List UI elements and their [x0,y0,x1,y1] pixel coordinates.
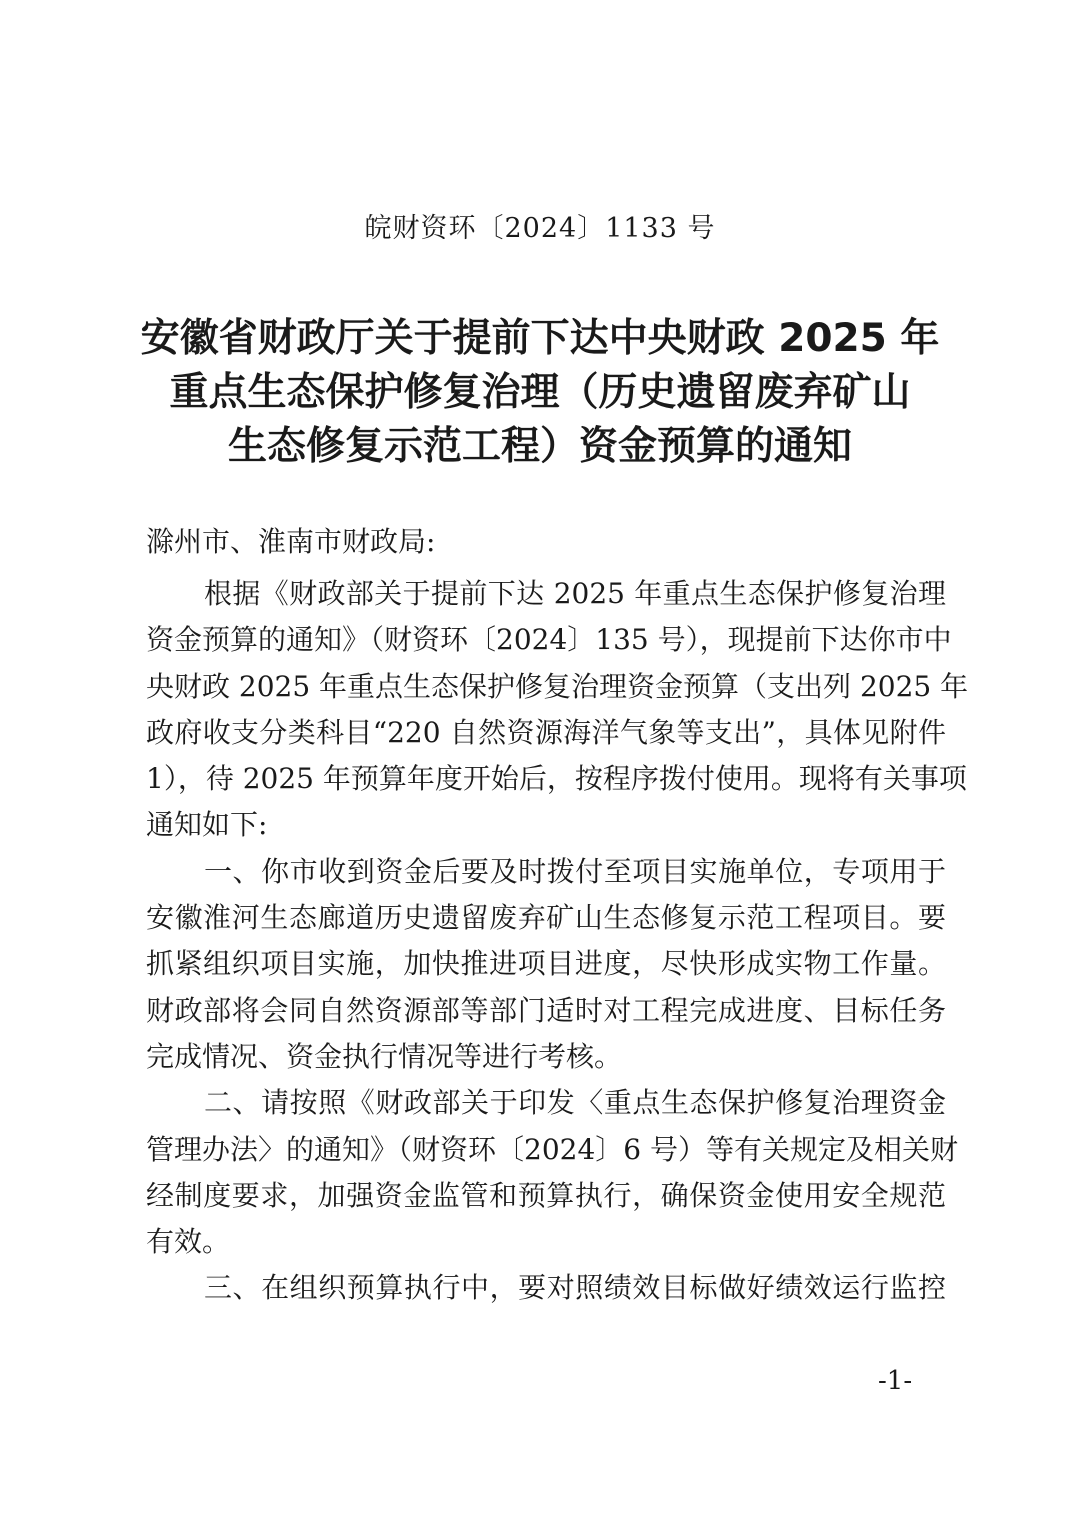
body-line: 政府收支分类科目“220 自然资源海洋气象等支出”，具体见附件 [146,715,946,749]
body-line: 三、在组织预算执行中，要对照绩效目标做好绩效运行监控 [204,1271,946,1305]
body-line: 安徽淮河生态廊道历史遗留废弃矿山生态修复示范工程项目。要 [146,901,946,935]
body-line: 通知如下: [146,808,268,842]
title-line: 安徽省财政厅关于提前下达中央财政 2025 年 [140,316,940,361]
body-line: 经制度要求，加强资金监管和预算执行，确保资金使用安全规范 [146,1178,946,1212]
title-line: 重点生态保护修复治理（历史遗留废弃矿山 [169,370,911,415]
body-line: 1），待 2025 年预算年度开始后，按程序拨付使用。现将有关事项 [146,762,967,796]
title-line: 生态修复示范工程）资金预算的通知 [227,424,852,469]
body-line: 资金预算的通知》（财资环〔2024〕135 号），现提前下达你市中 [146,623,952,657]
page-number: -1- [878,1366,913,1396]
document-title [60,312,1020,474]
document-number: 皖财资环〔2024〕1133 号 [364,213,716,244]
body-line: 抓紧组织项目实施，加快推进项目进度，尽快形成实物工作量。 [146,947,946,981]
body-line: 有效。 [146,1225,231,1259]
body-line: 根据《财政部关于提前下达 2025 年重点生态保护修复治理 [204,577,946,610]
body-line: 央财政 2025 年重点生态保护修复治理资金预算（支出列 2025 年 [146,669,969,703]
body-line: 财政部将会同自然资源部等部门适时对工程完成进度、目标任务 [146,993,946,1027]
addressee: 滁州市、淮南市财政局: [146,525,436,558]
body-line: 完成情况、资金执行情况等进行考核。 [146,1039,623,1073]
body-line: 一、你市收到资金后要及时拨付至项目实施单位，专项用于 [204,854,946,888]
body-line: 管理办法〉的通知》（财资环〔2024〕6 号）等有关规定及相关财 [146,1132,958,1166]
body-line: 二、请按照《财政部关于印发〈重点生态保护修复治理资金 [204,1086,946,1120]
document-body [146,571,969,1312]
